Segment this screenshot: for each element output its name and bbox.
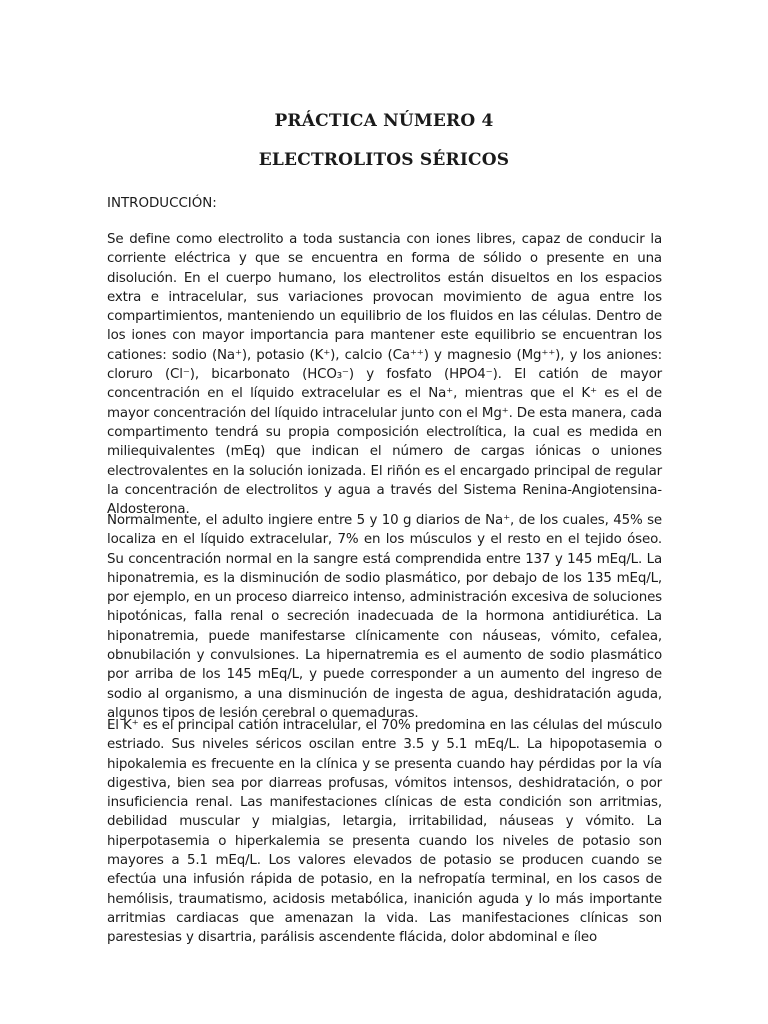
paragraph-electrolitos: Se define como electrolito a toda sustancia con iones libres, capaz de conducir la corriente eléctrica y que se encuentra en forma de sólido o presente en una disolución. En el cuerpo humano, los electrolitos están disueltos en los espacios extra e intracelular, sus variaciones provocan movimiento de agua entre los compartimientos, manteniendo un equilibrio de los fluidos en las células. Dentro de los iones con mayor importancia para mantener este equilibrio se encuentran los cationes: sodio (Na⁺), potasio (K⁺), calcio (Ca⁺⁺) y magnesio (Mg⁺⁺), y los aniones: cloruro (Cl⁻), bicarbonato (HCO₃⁻) y fosfato (HPO4⁻). El catión de mayor concentración en el líquido extracelular es el Na⁺, mientras que el K⁺ es el de mayor concentración del líquido intracelular junto con el Mg⁺. De esta manera, cada compartimento tendrá su propia composición electrolítica, la cual es medida en miliequivalentes (mEq) que indican el número de cargas iónicas o uniones electrovalentes en la solución ionizada. El riñón es el encargado principal de regular la concentración de electrolitos y agua a través del Sistema Renina-Angiotensina-Aldosterona. [107,232,663,518]
paragraph-potasio: El K⁺ es el principal catión intracelular, el 70% predomina en las células del músculo estriado. Sus niveles séricos oscilan entre 3.5 y 5.1 mEq/L. La hipopotasemia o hipokalemia es frecuente en la clínica y se presenta cuando hay pérdidas por la vía digestiva, bien sea por diarreas profusas, vómitos intensos, deshidratación, o por insuficiencia renal. Las manifestaciones clínicas de esta condición son arritmias, debilidad muscular y mialgias, letargia, irritabilidad, náuseas y vómito. La hiperpotasemia o hiperkalemia se presenta cuando los niveles de potasio son mayores a 5.1 mEq/L. Los valores elevados de potasio se producen cuando se efectúa una infusión rápida de potasio, en la nefropatía terminal, en los casos de hemólisis, traumatismo, acidosis metabólica, inanición aguda y lo más importante arritmias cardiacas que amenazan la vida. Las manifestaciones clínicas son parestesias y disartria, parálisis ascendente flácida, dolor abdominal e íleo [107,718,662,946]
section-label-introduccion: INTRODUCCIÓN: [107,196,217,211]
page-title: PRÁCTICA NÚMERO 4 [274,111,494,131]
paragraph-sodio: Normalmente, el adulto ingiere entre 5 y 10 g diarios de Na⁺, de los cuales, 45% se localiza en el líquido extracelular, 7% en los músculos y el resto en el tejido óseo. Su concentración normal en la sangre está comprendida entre 137 y 145 mEq/L. La hiponatremia, es la disminución de sodio plasmático, por debajo de los 135 mEq/L, por ejemplo, en un proceso diarreico intenso, administración excesiva de soluciones hipotónicas, falla renal o secreción inadecuada de la hormona antidiurética. La hiponatremia, puede manifestarse clínicamente con náuseas, vómito, cefalea, obnubilación y convulsiones. La hipernatremia es el aumento de sodio plasmático por arriba de los 145 mEq/L, y puede corresponder a un aumento del ingreso de sodio al organismo, a una disminución de ingesta de agua, deshidratación aguda, algunos tipos de lesión cerebral o quemaduras. [107,513,662,721]
page-subtitle: ELECTROLITOS SÉRICOS [258,150,510,170]
